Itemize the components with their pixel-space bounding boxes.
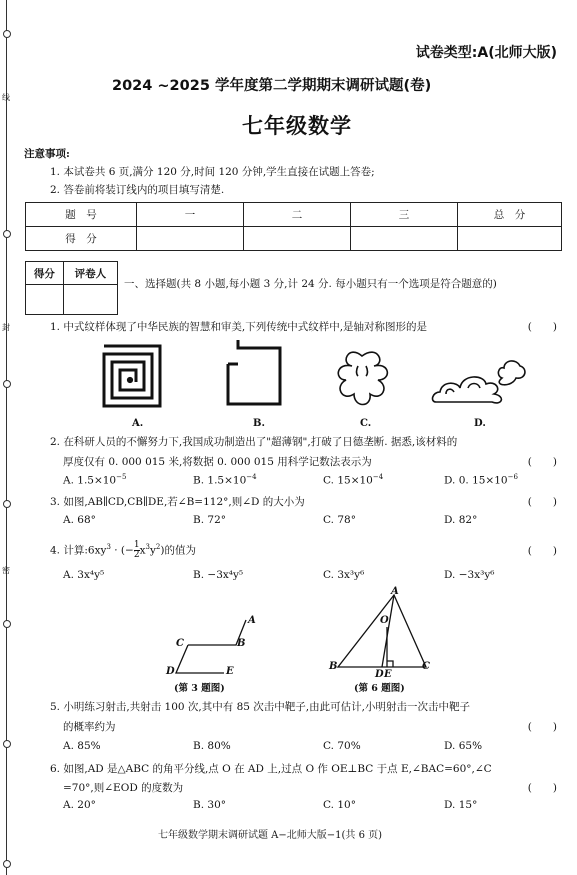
option-label: A. [132,418,144,429]
option-a[interactable]: A. $1.5\times 10^{-5}$ [63,473,127,487]
option-d[interactable]: D. 0. $15\times 10^{-6}$ [444,473,518,487]
note-item: 1. 本试卷共 6 页,满分 120 分,时间 120 分钟,学生直接在试题上答卷; [50,166,375,178]
figure-3-label: C [176,638,184,649]
option-a[interactable]: A. 3x⁴y⁵ [63,569,105,581]
figure-6-label: D [375,669,384,680]
score-input-cell[interactable] [351,227,458,251]
score-table [25,202,562,251]
option-c[interactable]: C. 70% [323,740,361,752]
figure-6 [338,595,426,667]
table-cell: 得 分 [26,227,137,251]
note-item: 2. 答卷前将装订线内的项目填写清楚. [50,184,225,196]
answer-paren[interactable]: ( ) [527,721,557,733]
figure-3-label: A [248,615,256,626]
binding-hole [3,380,11,388]
question-3: 3. 如图,AB∥CD,CB∥DE,若∠B=112°,则∠D 的大小为 [50,496,305,508]
answer-paren[interactable]: ( ) [527,496,557,508]
binding-char: 密 [2,566,10,575]
question-6-line1: 6. 如图,AD 是△ABC 的角平分线,点 O 在 AD 上,过点 O 作 OE⊥BC 于点 E,∠BAC=60°,∠C [50,763,492,775]
score-input-cell[interactable] [458,227,562,251]
figure-6-caption: (第 6 题图) [354,683,405,694]
option-b[interactable]: B. 72° [193,514,227,526]
figure-3-label: E [226,666,234,677]
option-d[interactable]: D. 15° [444,799,478,811]
figure-6-label: C [422,661,430,672]
pattern-c-cloud-knot [338,352,387,404]
answer-paren[interactable]: ( ) [527,456,557,468]
grader-name-label: 评卷人 [63,262,117,285]
answer-paren[interactable]: ( ) [527,782,557,794]
figure-6-label: A [391,586,399,597]
q3-q6-figures [160,585,450,695]
question-1: 1. 中式纹样体现了中华民族的智慧和审美,下列传统中式纹样中,是轴对称图形的是 [50,321,428,333]
question-2-line2: 厚度仅有 0. 000 015 米,将数据 0. 000 015 用科学记数法表示为 [63,456,372,468]
table-cell: 二 [244,203,351,227]
pattern-d-xiangyun [433,361,525,403]
table-cell: 三 [351,203,458,227]
answer-paren[interactable]: ( ) [527,545,557,557]
option-c[interactable]: C. $15\times 10^{-4}$ [323,473,384,487]
score-input-cell[interactable] [137,227,244,251]
grader-box [25,261,118,315]
question-5-line2: 的概率约为 [63,721,116,733]
binding-char: 封 [2,323,10,332]
table-row [26,203,562,227]
grader-name-input[interactable] [63,285,117,315]
option-a[interactable]: A. 20° [63,799,96,811]
answer-paren[interactable]: ( ) [527,321,557,333]
option-a[interactable]: A. 68° [63,514,96,526]
option-b[interactable]: B. 30° [193,799,227,811]
table-row [26,227,562,251]
binding-char: 线 [2,93,10,102]
option-d[interactable]: D. −3x³y⁶ [444,569,495,581]
figure-3-label: B [237,638,246,649]
question-2-line1: 2. 在科研人员的不懈努力下,我国成功制造出了"超薄钢",打破了日德垄断. 据悉,该材料的 [50,436,458,448]
pattern-a-square-spiral [104,346,160,406]
option-label: C. [360,418,372,429]
subject-title: 七年级数学 [242,114,352,138]
figure-3 [176,620,246,673]
question-4: 4. 计算$:6xy^3$ · (− $\frac{1}{2}$ $x^3y^2$)的值为 [50,540,196,560]
option-label: B. [253,418,265,429]
option-d[interactable]: D. 82° [444,514,478,526]
q1-figures [100,340,570,415]
table-cell: 一 [137,203,244,227]
section-heading: 一、选择题(共 8 小题,每小题 3 分,计 24 分. 每小题只有一个选项是符合题意的) [124,278,497,290]
binding-hole [3,860,11,868]
option-c[interactable]: C. 10° [323,799,356,811]
option-b[interactable]: B. −3x⁴y⁵ [193,569,244,581]
question-5-line1: 5. 小明练习射击,共射击 100 次,其中有 85 次击中靶子,由此可估计,小明射击一次击中靶子 [50,701,470,713]
figure-3-label: D [166,666,175,677]
option-b[interactable]: B. 80% [193,740,231,752]
grader-score-input[interactable] [26,285,64,315]
score-input-cell[interactable] [244,227,351,251]
option-b[interactable]: B. $1.5\times 10^{-4}$ [193,473,257,487]
notes-heading: 注意事项: [24,148,70,160]
table-cell: 总 分 [458,203,562,227]
binding-hole [3,740,11,748]
option-c[interactable]: C. 78° [323,514,356,526]
figure-6-label: E [384,669,392,680]
figure-6-label: B [329,661,338,672]
binding-hole [3,500,11,508]
binding-hole [3,620,11,628]
binding-hole [3,30,11,38]
figure-3-caption: (第 3 题图) [174,683,225,694]
exam-title: 2024 ~2025 学年度第二学期期末调研试题(卷) [112,78,432,94]
figure-6-label: O [380,615,389,626]
option-c[interactable]: C. 3x³y⁶ [323,569,365,581]
table-cell: 题 号 [26,203,137,227]
page-footer: 七年级数学期末调研试题 A−北师大版−1(共 6 页) [158,830,383,841]
option-a[interactable]: A. 85% [63,740,101,752]
option-d[interactable]: D. 65% [444,740,483,752]
question-6-line2: =70°,则∠EOD 的度数为 [63,782,184,794]
binding-hole [3,230,11,238]
option-label: D. [474,418,486,429]
pattern-b-frame [228,340,280,404]
paper-type: 试卷类型:A(北师大版) [415,45,557,61]
grader-score-label: 得分 [26,262,64,285]
